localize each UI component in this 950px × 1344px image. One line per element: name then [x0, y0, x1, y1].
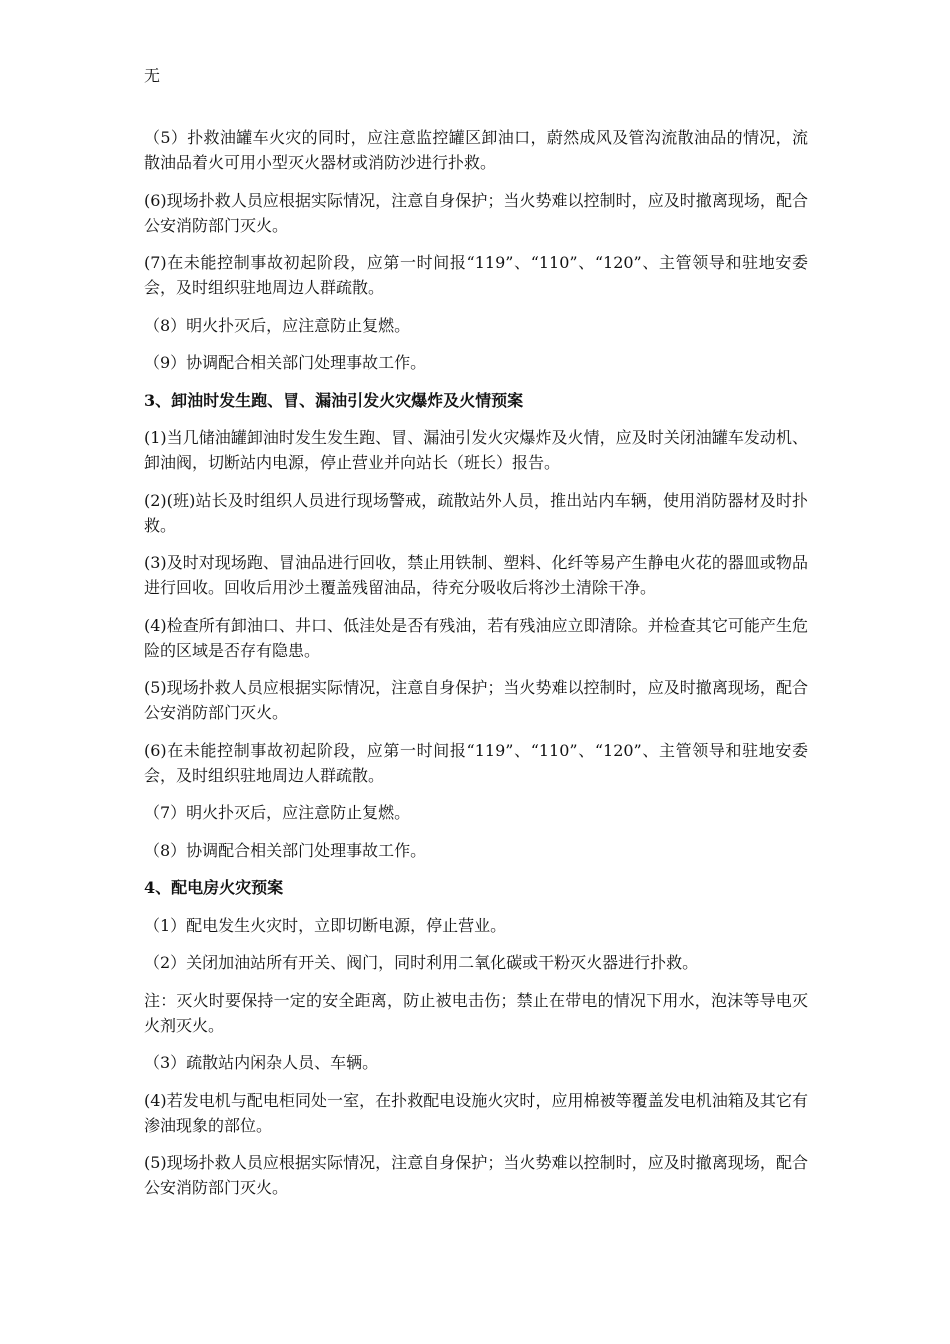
paragraph-fire-8-reignite: （8）明火扑灭后，应注意防止复燃。	[144, 315, 411, 335]
paragraph-unload-5: (5)现场扑救人员应根据实际情况，注意自身保护；当火势难以控制时，应及时撤离现场，配合公安消防部门灭火。	[144, 678, 808, 722]
paragraph-power-5: (5)现场扑救人员应根据实际情况，注意自身保护；当火势难以控制时，应及时撤离现场，配合公安消防部门灭火。	[144, 1153, 808, 1197]
paragraph-unload-4: (4)检查所有卸油口、井口、低洼处是否有残油，若有残油应立即清除。并检查其它可能产生危险的区域是否存有隐患。	[144, 615, 808, 660]
page-header: 无	[144, 66, 161, 85]
paragraph-fire-6-protection: (6)现场扑救人员应根据实际情况，注意自身保护；当火势难以控制时，应及时撤离现场，配合公安消防部门灭火。	[144, 190, 808, 235]
paragraph-unload-6: (6)在未能控制事故初起阶段，应第一时间报“119”、“110”、“120”、主管领导和驻地安委会，及时组织驻地周边人群疏散。	[144, 740, 808, 785]
paragraph-power-4: (4)若发电机与配电柜同处一室，在扑救配电设施火灾时，应用棉被等覆盖发电机油箱及其它有渗油现象的部位。	[144, 1090, 808, 1135]
paragraph-fire-7-report: (7)在未能控制事故初起阶段，应第一时间报“119”、“110”、“120”、主管领导和驻地安委会，及时组织驻地周边人群疏散。	[144, 253, 808, 297]
paragraph-power-3: （3）疏散站内闲杂人员、车辆。	[144, 1053, 379, 1072]
paragraph-fire-5-tanker: （5）扑救油罐车火灾的同时，应注意监控罐区卸油口，蔚然成风及管沟流散油品的情况，流散油品着火可用小型灭火器材或消防沙进行扑救。	[144, 128, 808, 172]
paragraph-power-note: 注：灭火时要保持一定的安全距离，防止被电击伤；禁止在带电的情况下用水，泡沫等导电灭火剂灭火。	[144, 990, 808, 1035]
paragraph-power-1: （1）配电发生火灾时，立即切断电源，停止营业。	[144, 915, 507, 935]
paragraph-unload-2: (2)(班)站长及时组织人员进行现场警戒，疏散站外人员，推出站内车辆，使用消防器材及时扑救。	[144, 490, 808, 535]
section-heading-4: 4、配电房火灾预案	[144, 878, 284, 897]
paragraph-unload-3: (3)及时对现场跑、冒油品进行回收，禁止用铁制、塑料、化纤等易产生静电火花的器皿或物品进行回收。回收后用沙土覆盖残留油品，待充分吸收后将沙土清除干净。	[144, 553, 808, 597]
paragraph-unload-1: (1)当几储油罐卸油时发生发生跑、冒、漏油引发火灾爆炸及火情，应及时关闭油罐车发动机、卸油阀，切断站内电源，停止营业并向站长（班长）报告。	[144, 428, 808, 472]
paragraph-unload-7: （7）明火扑灭后，应注意防止复燃。	[144, 803, 411, 822]
paragraph-power-2: （2）关闭加油站所有开关、阀门，同时利用二氧化碳或干粉灭火器进行扑救。	[144, 953, 699, 972]
paragraph-fire-9-coordinate: （9）协调配合相关部门处理事故工作。	[144, 353, 427, 372]
section-heading-3: 3、卸油时发生跑、冒、漏油引发火灾爆炸及火情预案	[144, 390, 524, 410]
paragraph-unload-8: （8）协调配合相关部门处理事故工作。	[144, 840, 427, 860]
document-body	[144, 125, 808, 1213]
